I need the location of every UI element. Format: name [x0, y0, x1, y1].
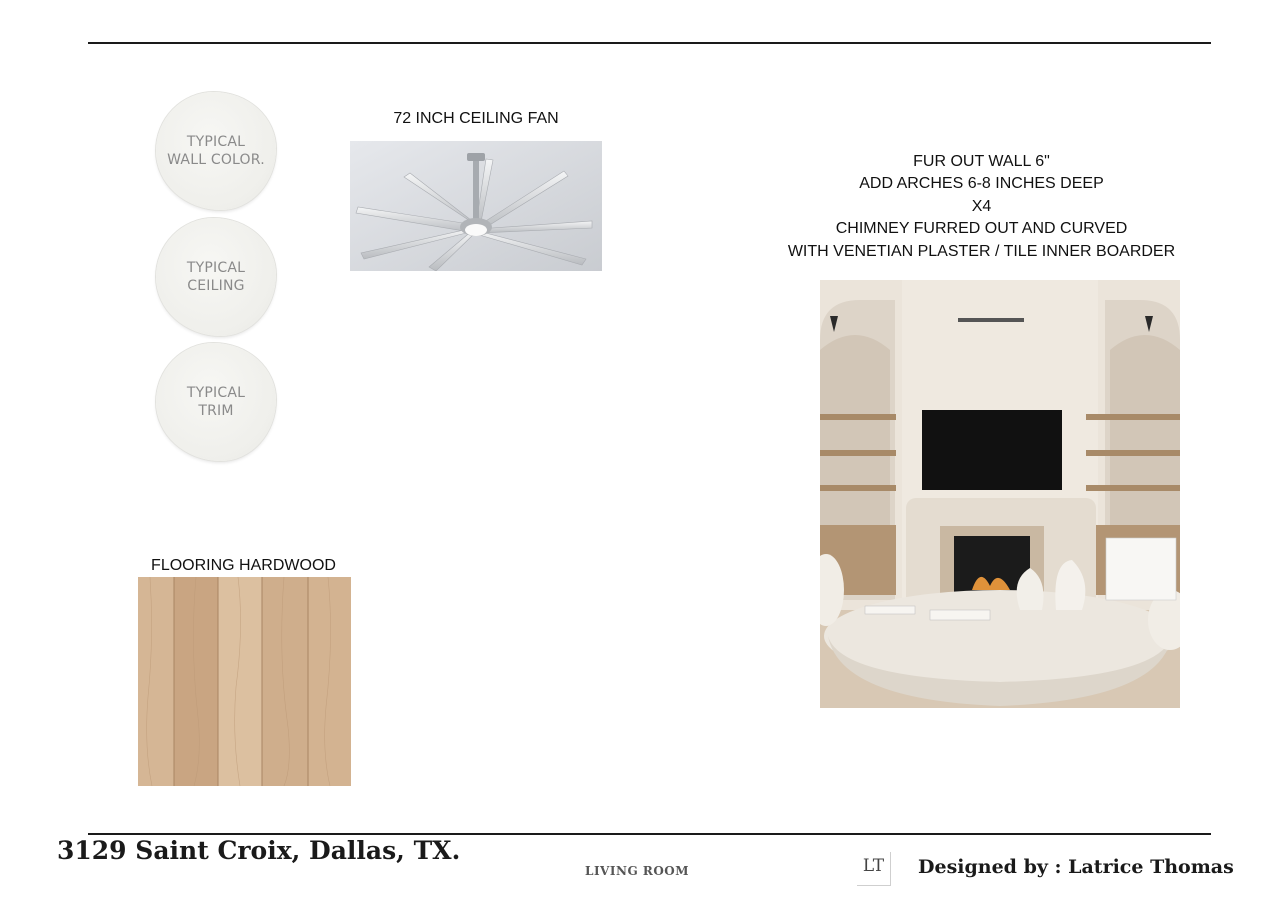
trim-color-label: TYPICAL TRIM [186, 385, 246, 419]
bottom-rule [88, 833, 1211, 835]
design-notes [780, 151, 1183, 263]
living-room-fireplace-icon [820, 280, 1180, 708]
project-address: 3129 Saint Croix, Dallas, TX. [57, 836, 461, 865]
note-line: FUR OUT WALL 6" [913, 153, 1050, 170]
flooring-image [138, 577, 351, 786]
ceiling-fan-caption: 72 INCH CEILING FAN [393, 110, 559, 127]
designer-credit: Designed by : Latrice Thomas [918, 856, 1234, 878]
designer-logo: LT [857, 852, 891, 886]
note-line: CHIMNEY FURRED OUT AND CURVED [835, 220, 1128, 238]
living-room-image [820, 280, 1180, 708]
hardwood-floor-icon [138, 577, 351, 786]
ceiling-fan-icon [350, 141, 602, 271]
note-line: ADD ARCHES 6-8 INCHES DEEP [859, 175, 1104, 193]
ceiling-color-label: TYPICAL CEILING [186, 260, 246, 294]
ceiling-fan-image [350, 141, 602, 271]
flooring-caption: FLOORING HARDWOOD [151, 557, 336, 574]
room-name: LIVING ROOM [585, 864, 690, 878]
trim-color-swatch [156, 343, 276, 461]
note-line: WITH VENETIAN PLASTER / TILE INNER BOARDER [787, 242, 1176, 260]
wall-color-label: TYPICAL WALL COLOR. [167, 134, 265, 168]
top-rule [88, 42, 1211, 44]
ceiling-color-swatch [156, 218, 276, 336]
wall-color-swatch [156, 92, 276, 210]
note-line: X4 [971, 197, 992, 215]
